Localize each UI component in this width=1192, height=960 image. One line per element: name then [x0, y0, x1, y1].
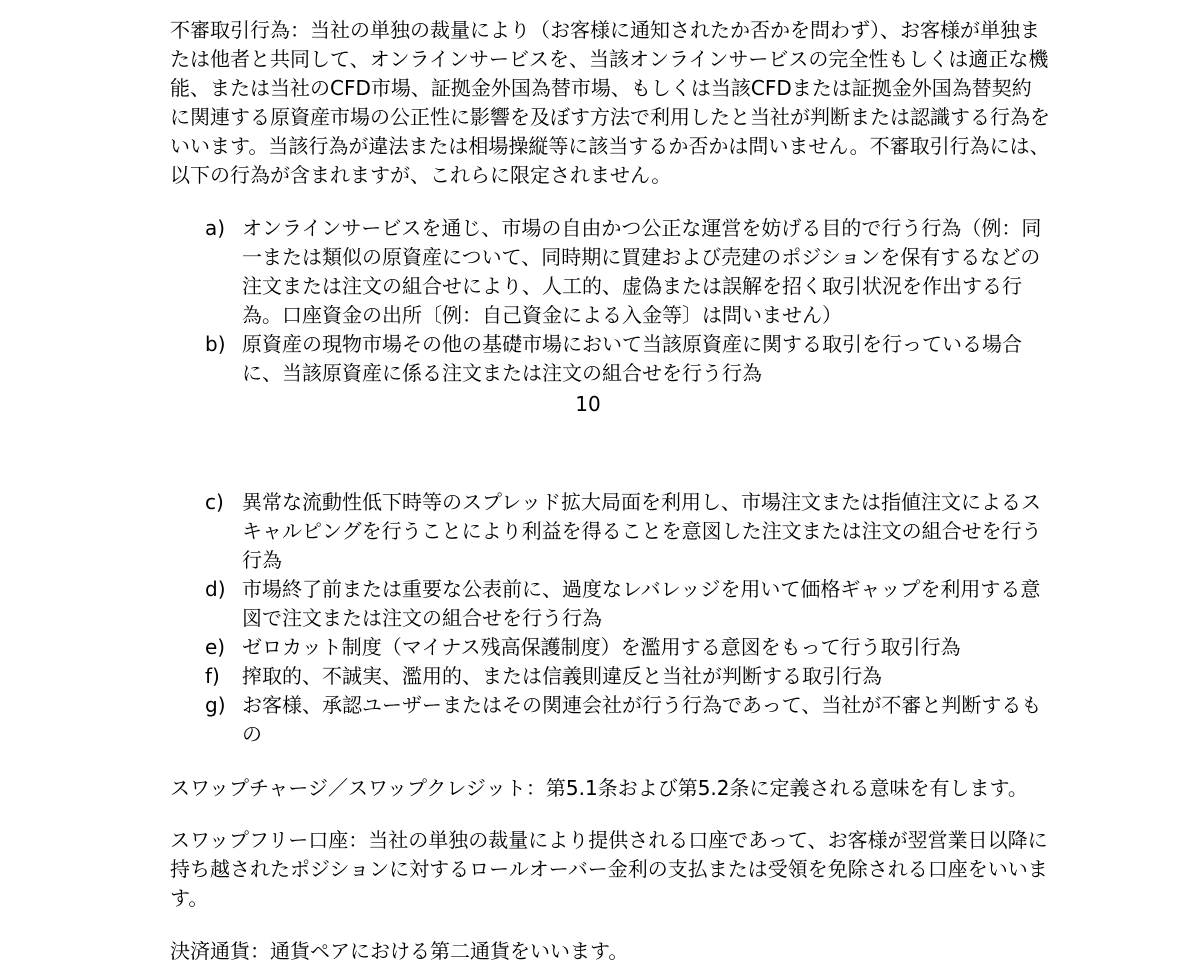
- list-item-e: [205, 633, 1045, 662]
- unfair-trading-definition: 不審取引行為：当社の単独の裁量により（お客様に通知されたか否かを問わず）、お客様が単独または他者と共同して、オンラインサービスを、当該オンラインサービスの完全性もしくは適正な機能、または当社のCFD市場、証拠金外国為替市場、もしくは当該CFDまたは証拠金外国為替契約に関連する原資産市場の公正性に影響を及ぼす方法で利用したと当社が判断または認識する行為をいいます。当該行為が違法または相場操縦等に該当するか否かは問いません。不審取引行為には、以下の行為が含まれますが、これらに限定されません。: [170, 18, 1050, 187]
- unfair-trading-list-part1: [205, 214, 1045, 388]
- list-item-b: [205, 330, 1045, 388]
- list-item-c: [205, 488, 1045, 575]
- list-marker-d: d): [205, 577, 226, 601]
- list-text-b: 原資産の現物市場その他の基礎市場において当該原資産に関する取引を行っている場合に、当該原資産に係る注文または注文の組合せを行う行為: [242, 332, 1022, 385]
- list-marker-g: g): [205, 693, 226, 717]
- list-text-g: お客様、承認ユーザーまたはその関連会社が行う行為であって、当社が不審と判断するもの: [242, 693, 1042, 746]
- swap-free-account-definition: スワップフリー口座：当社の単独の裁量により提供される口座であって、お客様が翌営業日以降に持ち越されたポジションに対するロールオーバー金利の支払または受領を免除される口座をいいます。: [170, 828, 1048, 910]
- list-item-f: [205, 662, 1045, 691]
- list-item-g: [205, 691, 1045, 749]
- swap-charge-definition: スワップチャージ／スワップクレジット：第5.1条および第5.2条に定義される意味を有します。: [170, 776, 1028, 800]
- list-marker-f: f): [205, 664, 220, 688]
- list-text-a: オンラインサービスを通じ、市場の自由かつ公正な運営を妨げる目的で行う行為（例：同一または類似の原資産について、同時期に買建および売建のポジションを保有するなどの注文または注文の組合せにより、人工的、虚偽または誤解を招く取引状況を作出する行為。口座資金の出所〔例：自己資金による入金等〕は問いません）: [242, 216, 1042, 327]
- list-text-f: 搾取的、不誠実、濫用的、または信義則違反と当社が判断する取引行為: [242, 664, 882, 688]
- list-item-d: [205, 575, 1045, 633]
- list-item-a: [205, 214, 1045, 330]
- list-marker-a: a): [205, 216, 226, 240]
- unfair-trading-list-part2: [205, 488, 1045, 749]
- settlement-currency-definition: 決済通貨：通貨ペアにおける第二通貨をいいます。: [170, 939, 629, 960]
- list-text-d: 市場終了前または重要な公表前に、過度なレバレッジを用いて価格ギャップを利用する意図で注文または注文の組合せを行う行為: [242, 577, 1041, 630]
- list-text-e: ゼロカット制度（マイナス残高保護制度）を濫用する意図をもって行う取引行為: [242, 635, 961, 659]
- page-number: 10: [575, 392, 601, 416]
- list-text-c: 異常な流動性低下時等のスプレッド拡大局面を利用し、市場注文または指値注文によるスキャルピングを行うことにより利益を得ることを意図した注文または注文の組合せを行う行為: [242, 490, 1042, 572]
- list-marker-c: c): [205, 490, 224, 514]
- list-marker-e: e): [205, 635, 226, 659]
- list-marker-b: b): [205, 332, 226, 356]
